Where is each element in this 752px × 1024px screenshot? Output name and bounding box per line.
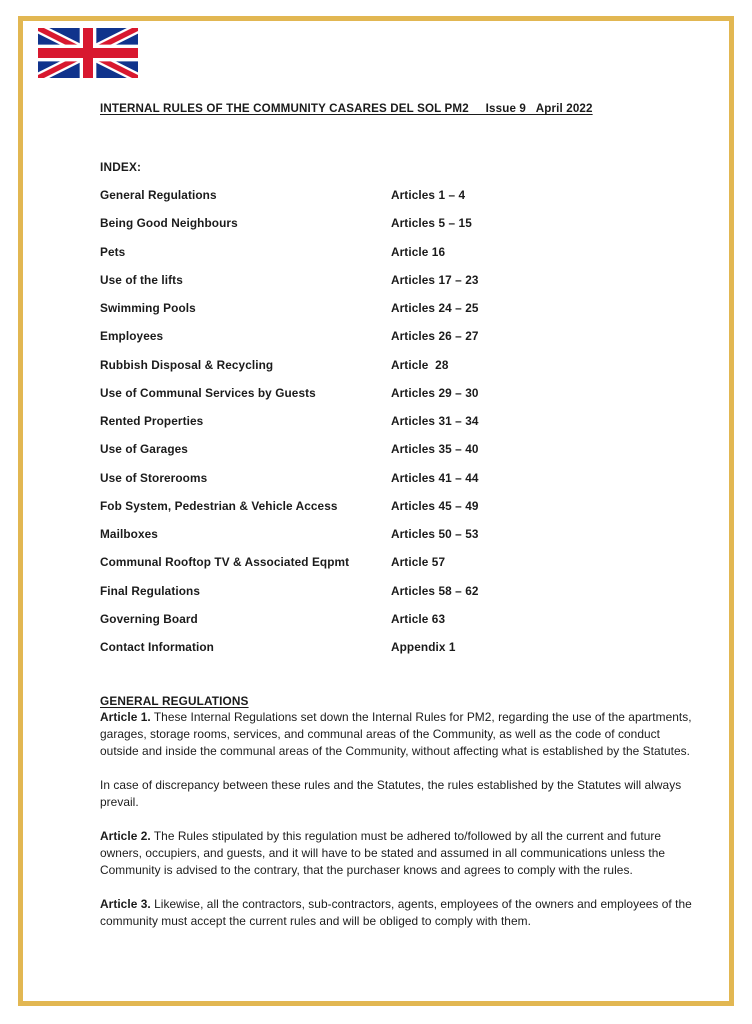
index-article-reference: Appendix 1 [391, 640, 456, 654]
index-topic-label: Use of Garages [100, 442, 188, 457]
index-row [100, 414, 700, 442]
index-topic-label: Contact Information [100, 640, 214, 654]
index-row [100, 273, 700, 301]
index-article-reference: Article 28 [391, 357, 449, 372]
article-1-text: These Internal Regulations set down the Internal Rules for PM2, regarding the use of the apartments, garages, storage rooms, services, and communal areas of the Community, as well as the code of conduct outside and inside the communal areas of the Community, without affecting what is established by the Statutes. [100, 710, 692, 758]
article-3-label: Article 3. [100, 897, 151, 911]
page-decorative-frame [18, 16, 734, 1006]
index-topic-label: Rubbish Disposal & Recycling [100, 357, 274, 372]
index-topic-label: Governing Board [100, 611, 198, 626]
index-article-reference: Articles 17 – 23 [391, 272, 479, 287]
index-row [100, 386, 700, 414]
index-article-reference: Articles 35 – 40 [391, 442, 479, 457]
index-topic-label: Communal Rooftop TV & Associated Eqpmt [100, 555, 350, 570]
index-topic-label: Swimming Pools [100, 301, 196, 315]
index-article-reference: Article 57 [391, 555, 446, 570]
index-row [100, 584, 700, 612]
index-row [100, 245, 700, 273]
united-kingdom-flag-icon [38, 28, 138, 78]
index-topic-label: Use of the lifts [100, 272, 183, 287]
article-2-paragraph [100, 828, 696, 879]
page-content-area [23, 21, 729, 1001]
index-table-of-contents [100, 188, 700, 668]
article-1-label: Article 1. [100, 710, 151, 724]
index-row [100, 527, 700, 555]
index-topic-label: Use of Storerooms [100, 470, 208, 485]
discrepancy-paragraph: In case of discrepancy between these rules and the Statutes, the rules established by the Statutes will always prevail. [100, 778, 682, 809]
index-row [100, 188, 700, 216]
index-article-reference: Article 16 [391, 244, 446, 259]
index-row [100, 301, 700, 329]
index-row [100, 612, 700, 640]
index-article-reference: Articles 29 – 30 [391, 385, 479, 400]
document-title: INTERNAL RULES OF THE COMMUNITY CASARES DEL SOL PM2 Issue 9 April 2022 [100, 102, 593, 115]
index-topic-label: Mailboxes [100, 527, 158, 541]
index-row [100, 442, 700, 470]
index-row [100, 555, 700, 583]
index-article-reference: Articles 58 – 62 [391, 583, 479, 598]
article-2-text: The Rules stipulated by this regulation must be adhered to/followed by all the current and future owners, occupiers, and guests, and it will have to be stated and assumed in all communications unless the Community is advised to the contrary, that the purchaser knows and agrees to comply with the rules. [100, 829, 666, 877]
index-row [100, 216, 700, 244]
index-article-reference: Articles 45 – 49 [391, 498, 479, 513]
section-heading-general-regulations: GENERAL REGULATIONS [100, 694, 249, 708]
index-article-reference: Articles 5 – 15 [391, 216, 472, 231]
article-1-paragraph [100, 709, 696, 760]
index-topic-label: Fob System, Pedestrian & Vehicle Access [100, 498, 338, 513]
index-article-reference: Articles 1 – 4 [391, 188, 466, 202]
index-row [100, 640, 700, 668]
index-heading: INDEX: [100, 160, 142, 174]
general-regulations-section [100, 694, 696, 930]
article-3-paragraph [100, 896, 696, 930]
index-topic-label: Rented Properties [100, 414, 204, 428]
index-topic-label: Use of Communal Services by Guests [100, 385, 316, 400]
article-2-label: Article 2. [100, 829, 151, 843]
index-article-reference: Articles 50 – 53 [391, 527, 479, 541]
index-topic-label: Pets [100, 244, 126, 259]
index-topic-label: General Regulations [100, 188, 217, 202]
article-3-text: Likewise, all the contractors, sub-contractors, agents, employees of the owners and employees of the community must accept the current rules and will be obliged to comply with them. [100, 897, 692, 928]
index-topic-label: Being Good Neighbours [100, 216, 238, 231]
index-article-reference: Articles 26 – 27 [391, 329, 479, 344]
index-row [100, 358, 700, 386]
index-article-reference: Articles 41 – 44 [391, 470, 479, 485]
index-row [100, 329, 700, 357]
index-row [100, 471, 700, 499]
index-article-reference: Articles 24 – 25 [391, 301, 479, 315]
index-topic-label: Employees [100, 329, 164, 344]
index-article-reference: Articles 31 – 34 [391, 414, 479, 428]
index-topic-label: Final Regulations [100, 583, 201, 598]
index-article-reference: Article 63 [391, 611, 446, 626]
index-row [100, 499, 700, 527]
